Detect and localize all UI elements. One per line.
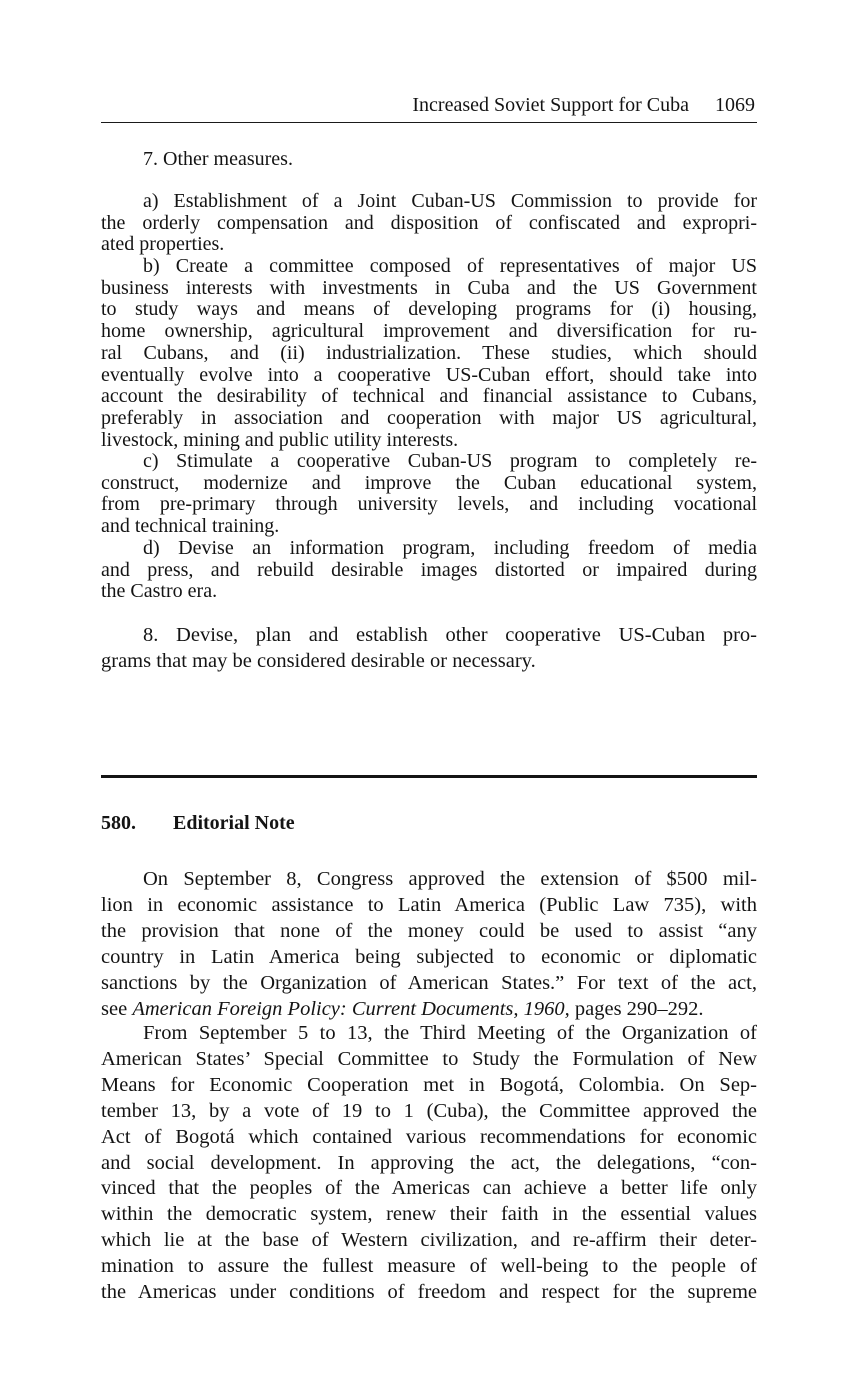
running-header (101, 94, 757, 123)
editorial-paragraph-1: On September 8, Congress approved the extension of $500 mil- lion in economic assistance to Latin America (Public Law 735), with the provision that none of the money could be used to assist “any country in Latin America being subjected to economic or diplomatic sanctions by the Organization of American States.” For text of the act, see American Foreign Policy: Current Documents, 1960, pages 290–292. (101, 867, 757, 1022)
editorial-paragraph-2: From September 5 to 13, the Third Meeting of the Organization of American States’ Special Committee to Study the Formulation of New Means for Economic Cooperation met in Bogotá, Colombia. On Sep- tember 13, by a vote of 19 to 1 (Cuba), the Committee approved the Act of Bogotá which contained various recommendations for economic and social development. In approving the act, the delegations, “con- vinced that the peoples of the Americas can achieve a better life only within the democratic system, renew their faith in the essential values which lie at the base of Western civilization, and re-affirm their deter- mination to assure the fullest measure of well-being to the people of the Americas under conditions of freedom and respect for the supreme (101, 1022, 757, 1304)
section-7-heading: 7. Other measures. (143, 148, 293, 170)
paragraph-7d: d) Devise an information program, including freedom of media and press, and rebuild desirable images distorted or impaired during the Castro era. (101, 537, 757, 603)
paragraph-7c: c) Stimulate a cooperative Cuban-US program to completely re- construct, modernize and improve the Cuban educational system, from pre-primary through university levels, and including vocational and technical training. (101, 450, 757, 538)
running-title: Increased Soviet Support for Cuba (412, 94, 689, 116)
citation-title: American Foreign Policy: Current Documents, 1960, (132, 997, 570, 1020)
editorial-note-heading (101, 812, 295, 835)
document-number: 580. (101, 812, 136, 834)
document-title: Editorial Note (173, 812, 295, 834)
citation-line: see American Foreign Policy: Current Documents, 1960, pages 290–292. (101, 997, 704, 1020)
paragraph-7a: a) Establishment of a Joint Cuban-US Commission to provide for the orderly compensation and disposition of confiscated and expropri- ated properties. (101, 190, 757, 256)
paragraph-8: 8. Devise, plan and establish other cooperative US-Cuban pro- grams that may be considered desirable or necessary. (101, 624, 757, 672)
paragraph-7b: b) Create a committee composed of representatives of major US business interests with investments in Cuba and the US Government to study ways and means of developing programs for (i) housing, home ownership, agricultural improvement and diversification for ru- ral Cubans, and (ii) industrialization. These studies, which should eventually evolve into a cooperative US-Cuban effort, should take into account the desirability of technical and financial assistance to Cubans, preferably in association and cooperation with major US agricultural, livestock, mining and public utility interests. (101, 255, 757, 451)
page-number: 1069 (715, 94, 755, 116)
section-divider (101, 775, 757, 778)
